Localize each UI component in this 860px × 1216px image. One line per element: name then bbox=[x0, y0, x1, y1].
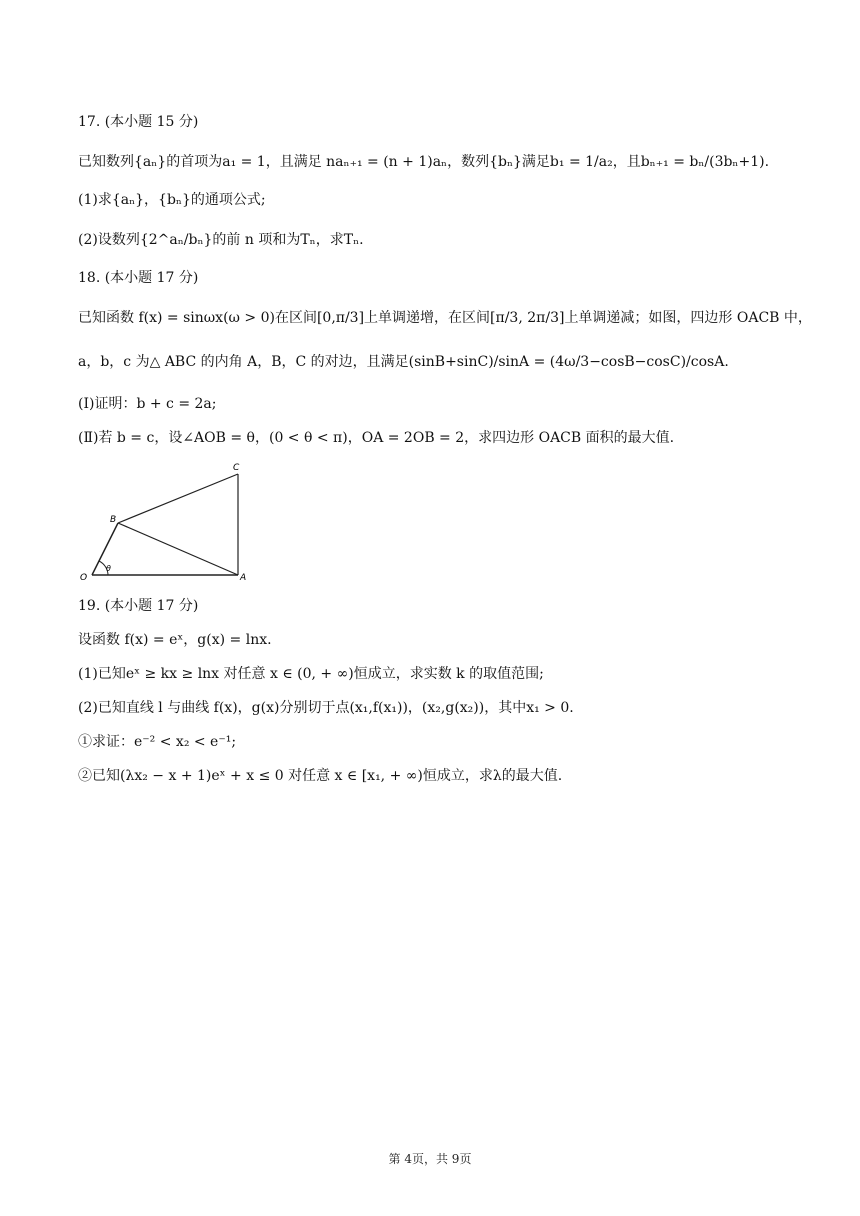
problem-18-statement-2: a，b，c 为△ ABC 的内角 A，B，C 的对边，且满足(sinB+sinC)/sinA = (4ω/3−cosB−cosC)/cosA. bbox=[78, 354, 729, 370]
label-o: O bbox=[80, 573, 88, 583]
problem-19-part-2-2: ②已知(λx₂ − x + 1)eˣ + x ≤ 0 对任意 x ∈ [x₁, + ∞)恒成立，求λ的最大值. bbox=[78, 768, 563, 784]
problem-19-part-1: (1)已知eˣ ≥ kx ≥ lnx 对任意 x ∈ (0, + ∞)恒成立，求实数 k 的取值范围; bbox=[78, 666, 544, 682]
problem-18-part-2: (Ⅱ)若 b = c，设∠AOB = θ，(0 < θ < π)，OA = 2OB = 2，求四边形 OACB 面积的最大值. bbox=[78, 430, 675, 446]
edge-ob bbox=[92, 523, 118, 575]
label-theta: θ bbox=[106, 564, 111, 573]
problem-18-header: 18. (本小题 17 分) bbox=[78, 270, 199, 286]
edge-bc bbox=[118, 474, 238, 523]
quadrilateral-figure bbox=[78, 458, 253, 583]
problem-18-statement-1: 已知函数 f(x) = sinωx(ω > 0)在区间[0,π/3]上单调递增，在区间[π/3, 2π/3]上单调递减；如图，四边形 OACB 中， bbox=[78, 310, 812, 326]
problem-19-part-2-1: ①求证：e⁻² < x₂ < e⁻¹; bbox=[78, 734, 237, 750]
page-footer: 第 4页，共 9页 bbox=[388, 1152, 472, 1166]
problem-19-statement: 设函数 f(x) = eˣ，g(x) = lnx. bbox=[78, 632, 272, 648]
label-a: A bbox=[240, 573, 247, 583]
problem-19-part-2: (2)已知直线 l 与曲线 f(x)，g(x)分别切于点(x₁,f(x₁))，(x₂,g(x₂))，其中x₁ > 0. bbox=[78, 700, 574, 716]
problem-17-header: 17. (本小题 15 分) bbox=[78, 114, 199, 130]
label-b: B bbox=[110, 515, 117, 525]
problem-18-part-1: (Ⅰ)证明：b + c = 2a; bbox=[78, 396, 217, 412]
edge-ba bbox=[118, 523, 238, 575]
problem-17-part-1: (1)求{aₙ}，{bₙ}的通项公式; bbox=[78, 192, 266, 208]
label-c: C bbox=[233, 463, 240, 473]
problem-19-header: 19. (本小题 17 分) bbox=[78, 598, 199, 614]
problem-17-statement: 已知数列{aₙ}的首项为a₁ = 1，且满足 naₙ₊₁ = (n + 1)aₙ，数列{bₙ}满足b₁ = 1/a₂，且bₙ₊₁ = bₙ/(3bₙ+1). bbox=[78, 154, 770, 170]
problem-17-part-2: (2)设数列{2^aₙ/bₙ}的前 n 项和为Tₙ，求Tₙ. bbox=[78, 232, 364, 248]
